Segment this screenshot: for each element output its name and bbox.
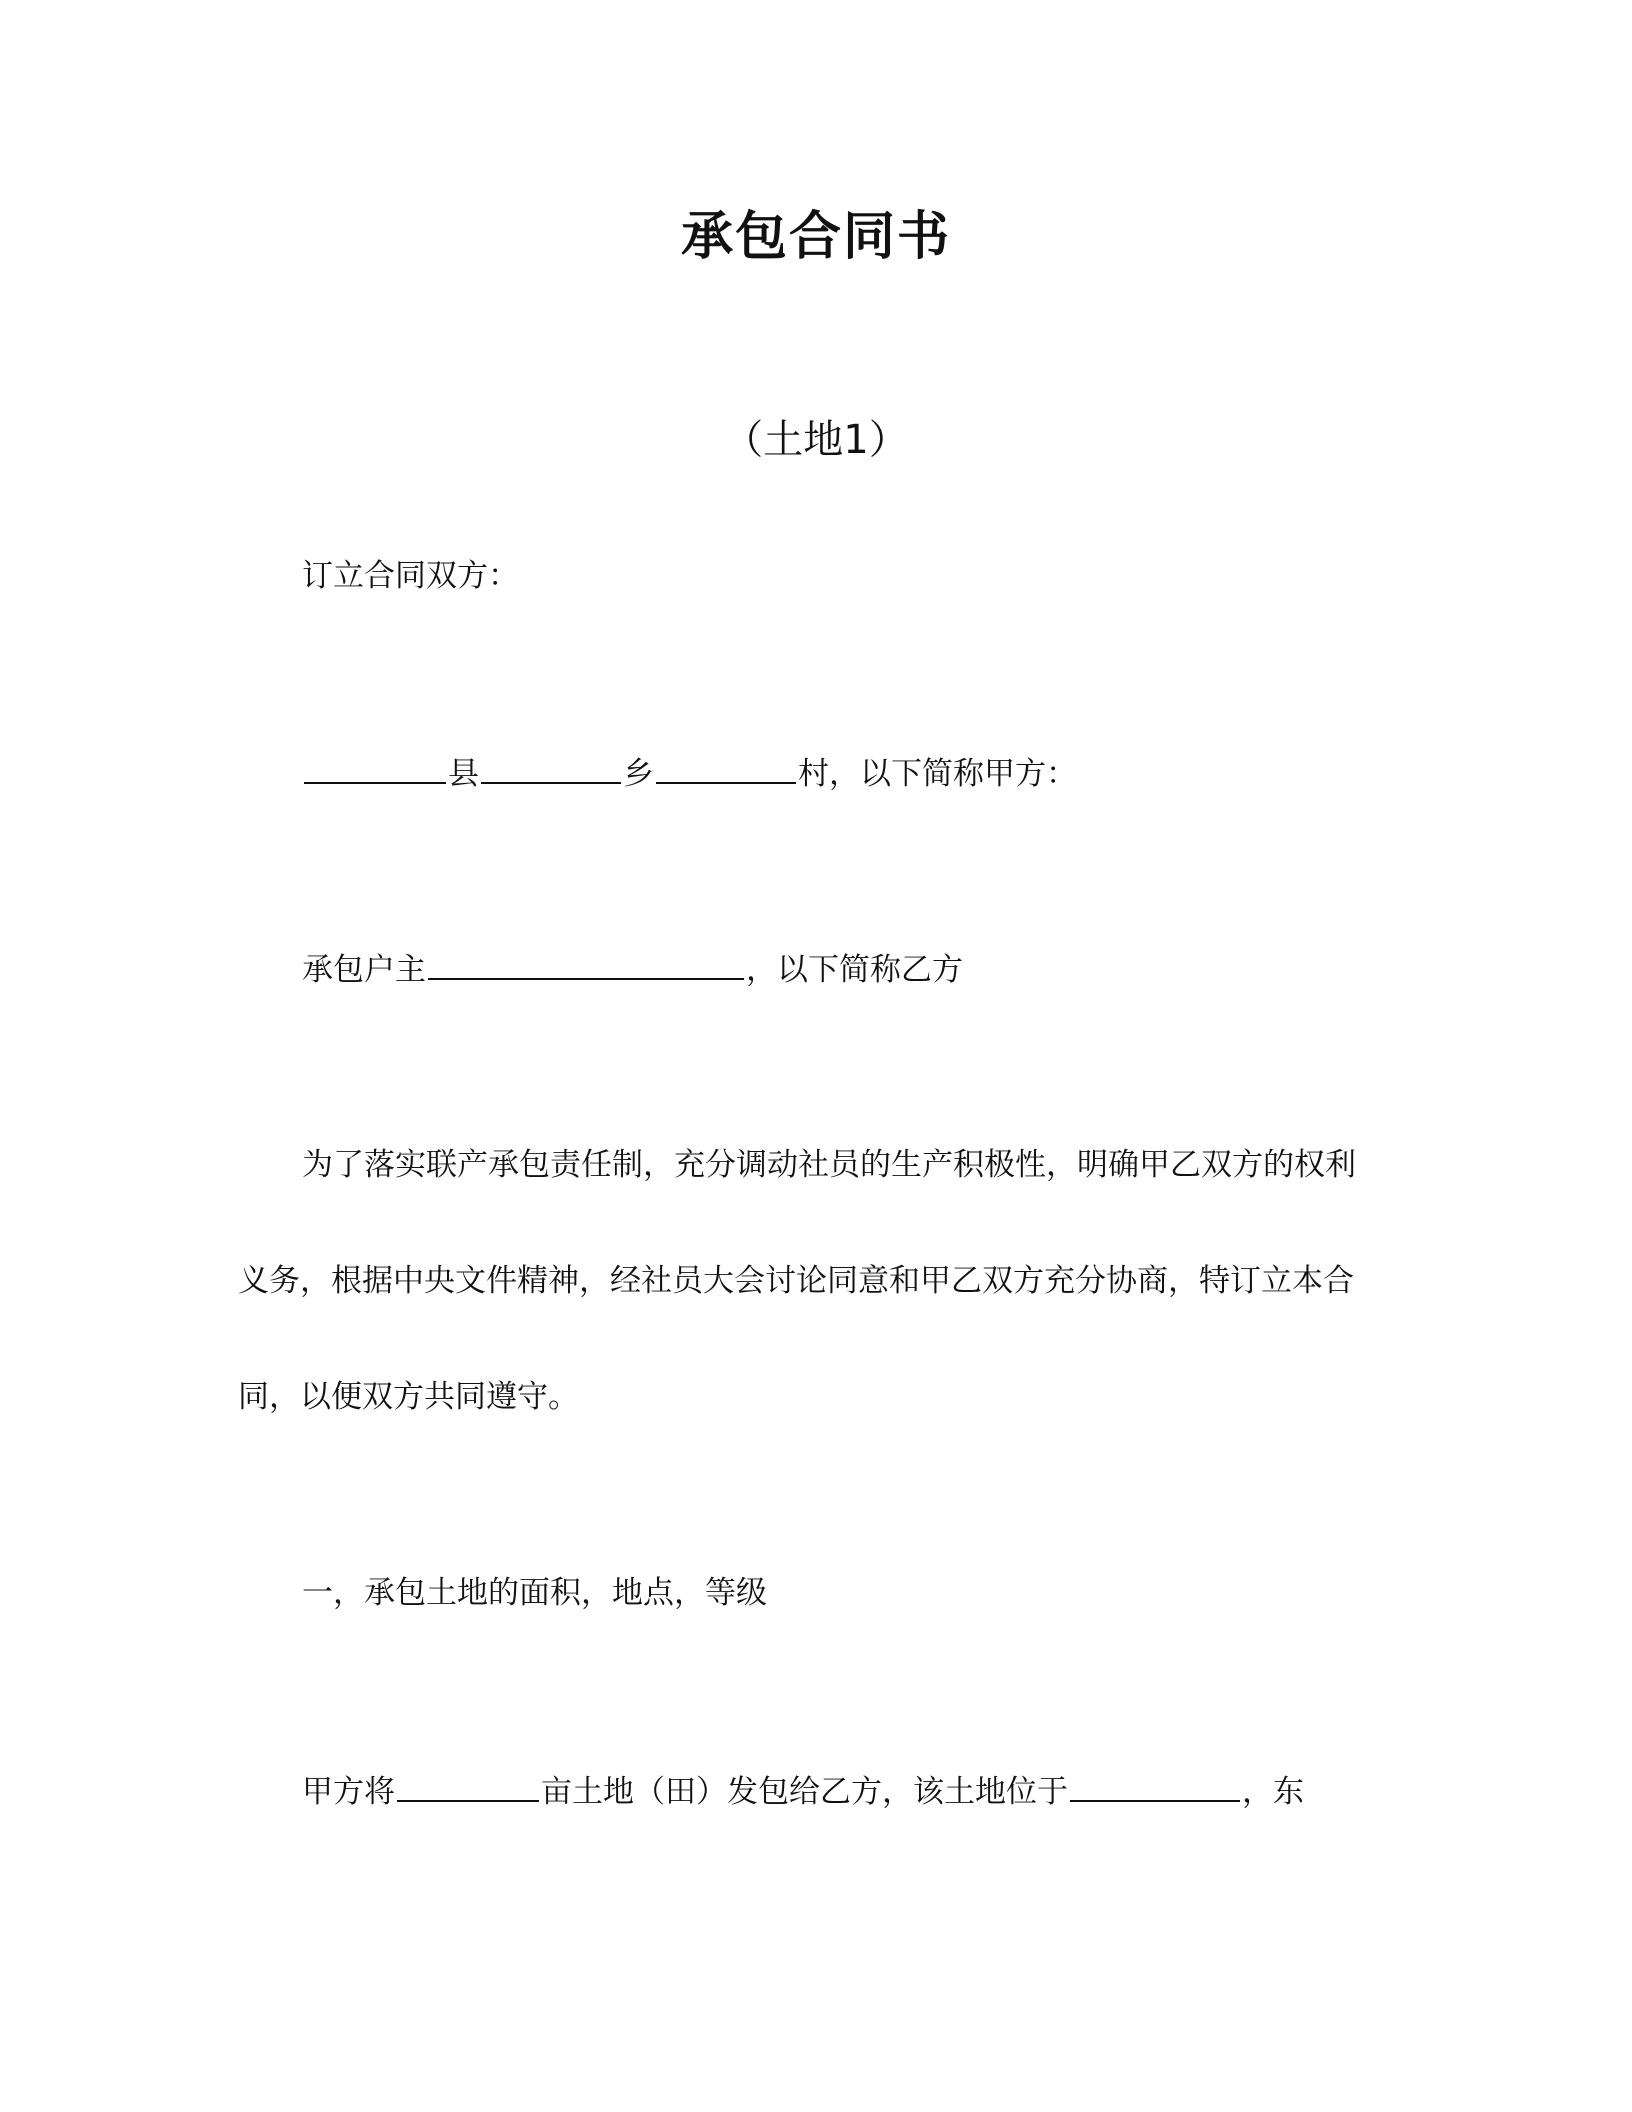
party-a-line [302, 752, 1077, 794]
party-b-line [302, 948, 963, 990]
section-1-suffix: ，东 [1242, 1774, 1304, 1810]
section-1-prefix: 甲方将 [302, 1774, 395, 1810]
document-subtitle: （土地1） [723, 417, 909, 463]
village-label: 村，以下简称甲方： [798, 756, 1077, 792]
township-blank [481, 752, 621, 784]
village-blank [656, 752, 796, 784]
section-1-heading: 一，承包土地的面积，地点，等级 [302, 1575, 767, 1611]
county-label: 县 [448, 756, 479, 792]
intro-line-3: 同，以便双方共同遵守。 [238, 1379, 579, 1415]
party-b-suffix: ，以下简称乙方 [746, 952, 963, 988]
party-b-prefix: 承包户主 [302, 952, 426, 988]
parties-heading: 订立合同双方： [302, 558, 519, 594]
household-head-blank [428, 948, 744, 980]
township-label: 乡 [623, 756, 654, 792]
location-blank [1070, 1770, 1240, 1802]
area-blank [397, 1770, 539, 1802]
section-1-line [302, 1770, 1304, 1812]
intro-line-1: 为了落实联产承包责任制，充分调动社员的生产积极性，明确甲乙双方的权利 [302, 1147, 1356, 1183]
section-1-middle: 亩土地（田）发包给乙方，该土地位于 [541, 1774, 1068, 1810]
county-blank [304, 752, 446, 784]
document-title: 承包合同书 [680, 207, 951, 267]
intro-line-2: 义务，根据中央文件精神，经社员大会讨论同意和甲乙双方充分协商，特订立本合 [238, 1263, 1354, 1299]
